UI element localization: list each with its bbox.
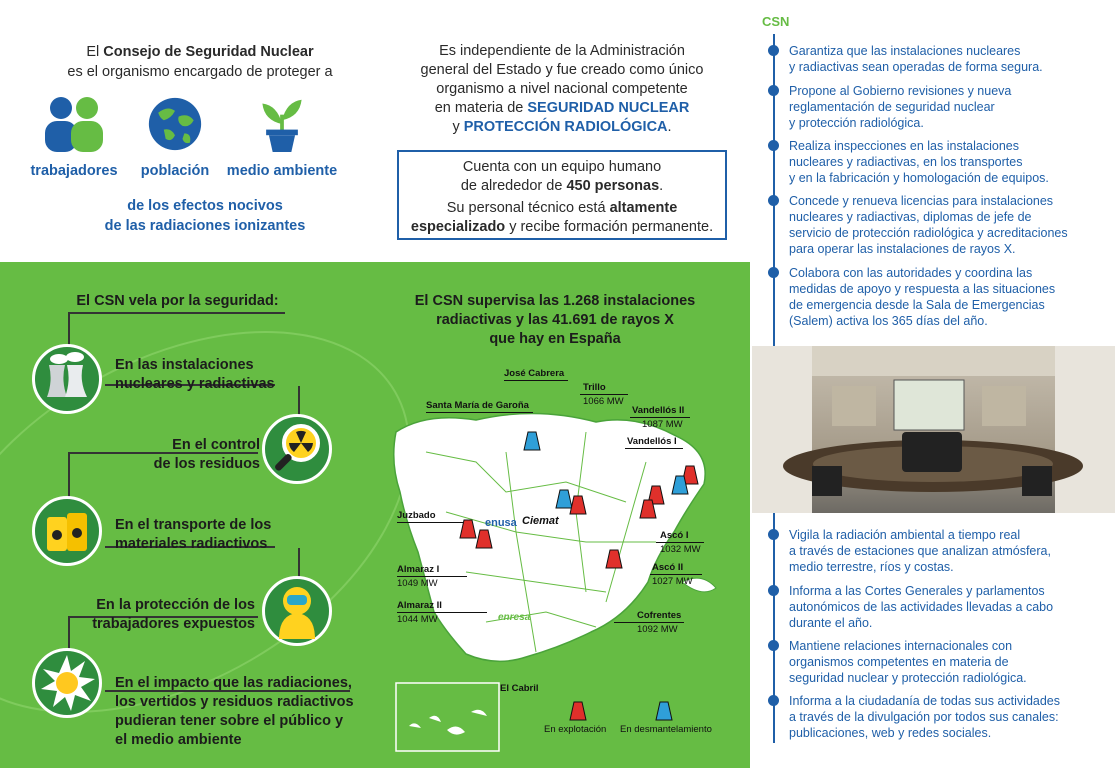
map-title-line: radiactivas y las 41.691 de rayos X (436, 312, 674, 328)
function-line: y en la fabricación y homologación de equipos. (789, 171, 1049, 185)
function-item (789, 693, 1099, 741)
function-line: Mantiene relaciones internacionales con (789, 639, 1013, 653)
intro-line1-bold: Consejo de Seguridad Nuclear (103, 44, 314, 60)
function-line: nucleares y radiactivas, diplomas de jefe de (789, 210, 1032, 224)
map-title-line: que hay en España (489, 331, 621, 347)
function-line: Informa a la ciudadanía de todas sus actividades (789, 694, 1061, 708)
label-underline (656, 542, 704, 543)
plant-marker (476, 530, 492, 548)
plant-asco-ii-mw: 1027 MW (652, 576, 693, 587)
plant-almaraz-ii-mw: 1044 MW (397, 614, 438, 625)
timeline-bullet (768, 585, 779, 596)
legend-markers (568, 700, 678, 724)
function-line: publicaciones, web y redes sociales. (789, 726, 992, 740)
team-line2-pre: de alrededor de (460, 178, 567, 194)
plant-el-cabril: El Cabril (500, 683, 539, 694)
function-line: seguridad nuclear y protección radiológica. (789, 671, 1027, 685)
team-line2-post: . (659, 178, 664, 194)
team-line3-bold: altamente (609, 200, 678, 216)
map-title-line: El CSN supervisa las 1.268 instalaciones (414, 293, 696, 309)
function-item (789, 138, 1099, 186)
team-line4-post: y recibe formación permanente. (505, 219, 714, 235)
timeline-top (773, 34, 775, 346)
safety-item-line: materiales radiactivos (115, 536, 268, 552)
function-line: a través de la divulgación por todos sus canales: (789, 710, 1059, 724)
intro-line2: es el organismo encargado de proteger a (67, 64, 333, 80)
plant-asco-ii: Ascó II (652, 562, 684, 573)
label-underline (397, 612, 487, 613)
enresa-logo: enresa (498, 612, 531, 623)
label-underline (426, 412, 533, 413)
function-line: a través de estaciones que analizan atmósfera, (789, 544, 1051, 558)
plant-trillo-mw: 1066 MW (583, 396, 624, 407)
function-line: Informa a las Cortes Generales y parlamentos (789, 584, 1045, 598)
indep-line3: organismo a nivel nacional competente (436, 81, 688, 97)
plant-trillo: Trillo (583, 382, 606, 393)
ciemat-logo: Ciemat (522, 515, 559, 527)
label-underline (650, 574, 702, 575)
function-line: Vigila la radiación ambiental a tiempo real (789, 528, 1021, 542)
safety-item-line: En la protección de los (96, 597, 255, 613)
function-line: medidas de apoyo y respuesta a las situaciones (789, 282, 1056, 296)
plant-juzbado: Juzbado (397, 510, 436, 521)
safety-item-line: En el control (172, 437, 260, 453)
label-underline (504, 380, 568, 381)
function-line: reglamentación de seguridad nuclear (789, 100, 995, 114)
plant-marker (570, 496, 586, 514)
effects-line1: de los efectos nocivos (127, 198, 283, 214)
plant-markers (0, 262, 750, 768)
function-line: de emergencia desde la Sala de Emergencias (789, 298, 1045, 312)
legend-dismantling: En desmantelamiento (620, 724, 712, 735)
team-line1: Cuenta con un equipo humano (462, 159, 662, 175)
legend-operating: En explotación (544, 724, 607, 735)
timeline-bullet (768, 140, 779, 151)
plant-vandellos-ii: Vandellós II (632, 405, 685, 416)
function-item (789, 527, 1099, 575)
timeline-bullet (768, 195, 779, 206)
plant-almaraz-ii: Almaraz II (397, 600, 442, 611)
function-item (789, 83, 1099, 131)
plant-icon (257, 96, 307, 152)
label-underline (614, 622, 684, 623)
timeline-bullet (768, 45, 779, 56)
safety-item-line: pudieran tener sobre el público y (115, 713, 344, 729)
intro-line1-pre: El (86, 44, 104, 60)
function-line: Concede y renueva licencias para instalaciones (789, 194, 1054, 208)
indep-line5-pre: y (452, 119, 464, 135)
plant-almaraz-i-mw: 1049 MW (397, 578, 438, 589)
function-line: y radiactivas sean operadas de forma segura. (789, 60, 1043, 74)
timeline-bullet (768, 267, 779, 278)
function-line: (Salem) activa los 365 días del año. (789, 314, 988, 328)
plant-marker (556, 490, 572, 508)
safety-title: El CSN vela por la seguridad: (76, 293, 279, 309)
team-staff-count: 450 personas (566, 178, 660, 194)
function-line: medio terrestre, ríos y costas. (789, 560, 954, 574)
label-underline (630, 417, 690, 418)
audience-label-workers: trabajadores (30, 163, 118, 179)
plant-marker (524, 432, 540, 450)
team-line3-pre: Su personal técnico está (446, 200, 610, 216)
csn-logo-text: CSN (762, 14, 790, 29)
safety-item-line: En las instalaciones (115, 357, 254, 373)
function-line: para operar las instalaciones de rayos X. (789, 242, 1016, 256)
label-underline (397, 576, 467, 577)
plant-marker (606, 550, 622, 568)
function-item (789, 265, 1099, 329)
function-item (789, 638, 1099, 686)
independence-text (392, 42, 732, 137)
function-line: Colabora con las autoridades y coordina las (789, 266, 1033, 280)
label-underline (397, 522, 463, 523)
indep-line5-post: . (667, 119, 672, 135)
function-line: organismos competentes en materia de (789, 655, 1009, 669)
function-item (789, 193, 1099, 257)
function-item (789, 43, 1099, 75)
plant-garona: Santa María de Garoña (426, 400, 529, 411)
plant-asco-i: Ascó I (660, 530, 689, 541)
safety-item-line: el medio ambiente (115, 732, 242, 748)
timeline-bullet (768, 529, 779, 540)
indep-nuclear-safety: SEGURIDAD NUCLEAR (527, 100, 690, 116)
safety-item-line: los vertidos y residuos radiactivos (115, 694, 354, 710)
indep-radiological-protection: PROTECCIÓN RADIOLÓGICA (463, 119, 668, 135)
timeline-bullet (768, 640, 779, 651)
audience-label-population: población (140, 163, 210, 179)
effects-text (40, 196, 370, 236)
label-underline (625, 448, 683, 449)
safety-item-line: En el impacto que las radiaciones, (115, 675, 352, 691)
csn-logo (762, 14, 789, 29)
indep-line4-pre: en materia de (434, 100, 528, 116)
timeline-bullet (768, 85, 779, 96)
green-section (0, 262, 750, 768)
legend-operating-marker (570, 702, 586, 720)
label-underline (580, 394, 628, 395)
enusa-logo: enusa (485, 517, 517, 529)
function-line: y protección radiológica. (789, 116, 924, 130)
safety-item-line: nucleares y radiactivas (115, 376, 275, 392)
function-line: durante el año. (789, 616, 873, 630)
legend-dismantling-marker (656, 702, 672, 720)
plant-cofrentes-mw: 1092 MW (637, 624, 678, 635)
plant-vandellos-ii-mw: 1087 MW (642, 419, 683, 430)
function-line: Propone al Gobierno revisiones y nueva (789, 84, 1012, 98)
workers-icon (39, 96, 109, 152)
globe-icon (145, 96, 205, 152)
safety-item-line: En el transporte de los (115, 517, 272, 533)
effects-line2: de las radiaciones ionizantes (104, 218, 306, 234)
audience-environment (222, 96, 342, 179)
plant-jose-cabrera: José Cabrera (504, 368, 565, 379)
timeline-bottom (773, 513, 775, 743)
function-line: servicio de protección radiológica y acreditaciones (789, 226, 1068, 240)
safety-item-line: de los residuos (153, 456, 260, 472)
function-line: autonómicos de las actividades llevadas a cabo (789, 600, 1054, 614)
emergency-room-photo (752, 346, 1115, 513)
indep-line1: Es independiente de la Administración (439, 43, 685, 59)
function-line: Realiza inspecciones en las instalaciones (789, 139, 1019, 153)
intro-text (30, 42, 370, 82)
function-line: nucleares y radiactivas, en los transportes (789, 155, 1023, 169)
plant-asco-i-mw: 1032 MW (660, 544, 701, 555)
safety-item-line: trabajadores expuestos (92, 616, 255, 632)
plant-almaraz-i: Almaraz I (397, 564, 440, 575)
timeline-bullet (768, 695, 779, 706)
indep-line2: general del Estado y fue creado como único (420, 62, 704, 78)
function-line: Garantiza que las instalaciones nucleares (789, 44, 1021, 58)
team-box (397, 150, 727, 240)
function-item (789, 583, 1099, 631)
audience-population (115, 96, 235, 179)
team-line4-bold: especializado (410, 219, 506, 235)
plant-vandellos-i: Vandellós I (627, 436, 677, 447)
audience-label-environment: medio ambiente (226, 163, 338, 179)
plant-cofrentes: Cofrentes (637, 610, 682, 621)
